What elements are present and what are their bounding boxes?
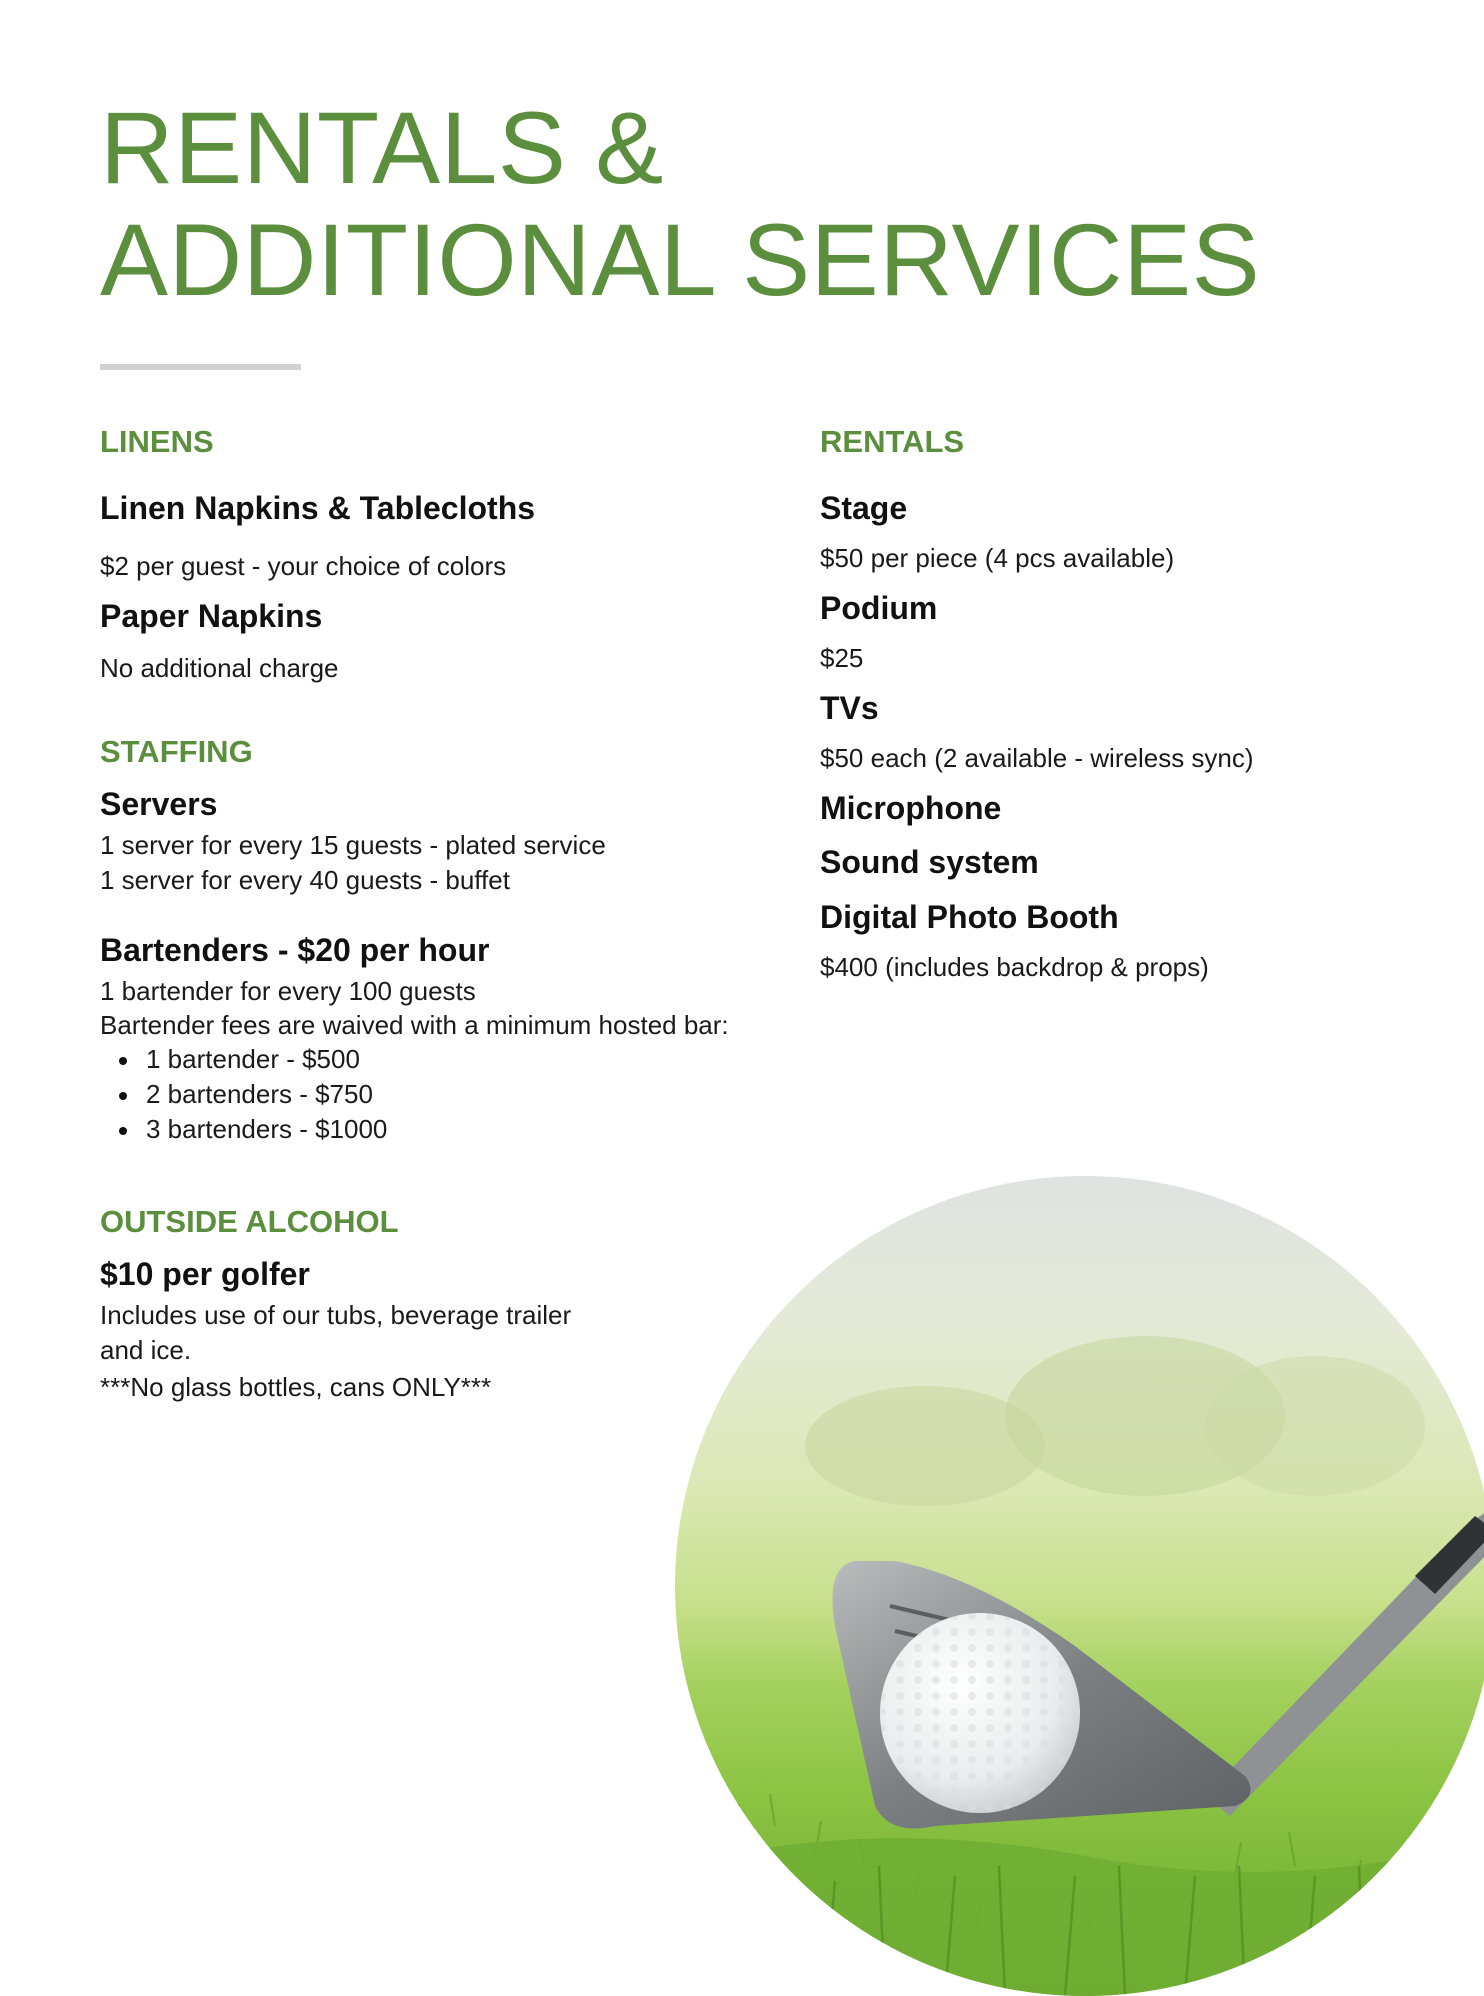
outside-alcohol-price: $10 per golfer — [100, 1256, 310, 1292]
golf-scene-illustration — [675, 1176, 1484, 1996]
servers-title: Servers — [100, 786, 218, 822]
paper-napkins-desc: No additional charge — [100, 653, 339, 683]
outside-alcohol-line-2: and ice. — [100, 1335, 192, 1365]
stage-desc: $50 per piece (4 pcs available) — [820, 543, 1175, 573]
podium-title: Podium — [820, 590, 938, 626]
servers-line-buffet: 1 server for every 40 guests - buffet — [100, 865, 510, 895]
linen-napkins-title: Linen Napkins & Tablecloths — [100, 490, 536, 526]
outside-alcohol-note: ***No glass bottles, cans ONLY*** — [100, 1372, 492, 1402]
servers-line-plated: 1 server for every 15 guests - plated service — [100, 830, 606, 860]
bartenders-line-waiver: Bartender fees are waived with a minimum hosted bar: — [100, 1010, 729, 1040]
photo-booth-desc: $400 (includes backdrop & props) — [820, 952, 1209, 982]
tvs-title: TVs — [820, 690, 879, 726]
outside-alcohol-line-1: Includes use of our tubs, beverage trailer — [100, 1300, 572, 1330]
outside-alcohol-heading: OUTSIDE ALCOHOL — [100, 1204, 399, 1239]
list-item: 2 bartenders - $750 — [100, 1077, 387, 1112]
title-divider — [100, 364, 301, 370]
tvs-desc: $50 each (2 available - wireless sync) — [820, 743, 1254, 773]
linens-heading: LINENS — [100, 424, 214, 459]
microphone-title: Microphone — [820, 790, 1002, 826]
paper-napkins-title: Paper Napkins — [100, 598, 323, 634]
page-title — [100, 92, 1260, 316]
list-item: 3 bartenders - $1000 — [100, 1112, 387, 1147]
staffing-heading: STAFFING — [100, 734, 253, 769]
bartender-minimums-list — [100, 1042, 387, 1147]
podium-desc: $25 — [820, 643, 864, 673]
page-title-line-2: ADDITIONAL SERVICES — [100, 203, 1261, 317]
rentals-heading: RENTALS — [820, 424, 965, 459]
stage-title: Stage — [820, 490, 908, 526]
sound-system-title: Sound system — [820, 844, 1039, 880]
list-item: 1 bartender - $500 — [100, 1042, 387, 1077]
page-title-line-1: RENTALS & — [100, 91, 664, 205]
bartenders-title: Bartenders - $20 per hour — [100, 932, 490, 968]
photo-booth-title: Digital Photo Booth — [820, 899, 1119, 935]
golf-club-ball-image — [675, 1176, 1484, 1996]
linen-napkins-desc: $2 per guest - your choice of colors — [100, 551, 507, 581]
bartenders-line-ratio: 1 bartender for every 100 guests — [100, 976, 476, 1006]
